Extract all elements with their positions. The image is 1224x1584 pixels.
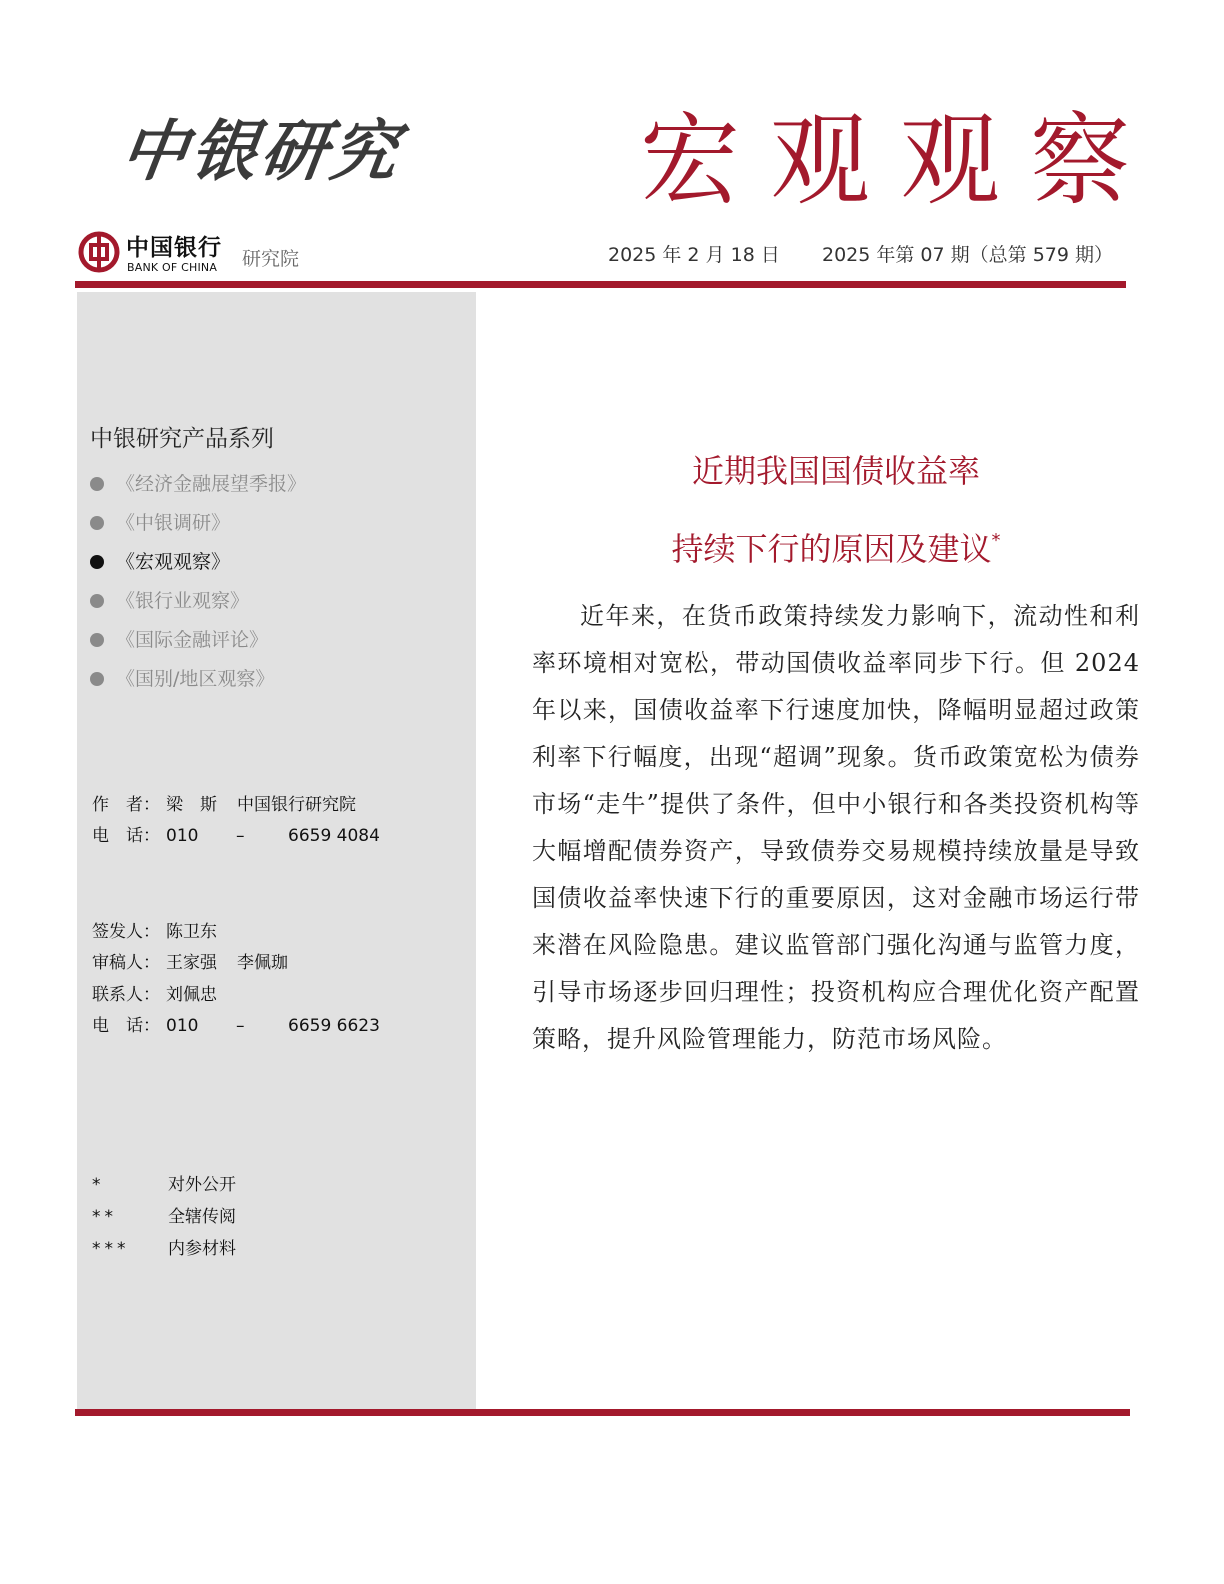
series-item-outlook	[90, 469, 306, 496]
bullet-icon	[90, 594, 104, 608]
confidentiality-label: 全辖传阅	[168, 1207, 236, 1227]
issuer-name: 陈卫东	[166, 922, 217, 942]
confidentiality-label: 对外公开	[168, 1175, 236, 1195]
bullet-icon	[90, 516, 104, 530]
institute-label: 研究院	[242, 248, 300, 270]
contact-label: 联系人：	[92, 985, 160, 1005]
bullet-icon	[90, 633, 104, 647]
bank-name-en: BANK OF CHINA	[127, 261, 218, 274]
contact-name: 刘佩忠	[166, 985, 217, 1005]
series-item-macro	[90, 547, 230, 574]
reviewer-name-1: 王家强	[166, 953, 217, 973]
confidentiality-restricted	[92, 1234, 236, 1259]
author-org: 中国银行研究院	[237, 795, 356, 815]
contact-row	[92, 980, 217, 1005]
phone-prefix: 010	[166, 826, 199, 846]
top-divider	[75, 281, 1126, 288]
issuer-label: 签发人：	[92, 922, 160, 942]
reviewer-row	[92, 948, 288, 973]
confidentiality-internal	[92, 1202, 236, 1227]
product-series-title: 中银研究产品系列	[90, 426, 274, 452]
confidentiality-stars: ***	[92, 1239, 130, 1259]
article-summary: 近年来，在货币政策持续发力影响下，流动性和利率环境相对宽松，带动国债收益率同步下行。但 2024 年以来，国债收益率下行速度加快，降幅明显超过政策利率下行幅度，出现“超调”现象。货币政策宽松为债券市场“走牛”提供了条件，但中小银行和各类投资机构等大幅增配债券资产，导致债券交易规模持续放量是导致国债收益率快速下行的重要原因，这对金融市场运行带来潜在风险隐患。建议监管部门强化沟通与监管力度，引导市场逐步回归理性；投资机构应合理优化资产配置策略，提升风险管理能力，防范市场风险。	[532, 602, 1140, 1053]
bank-of-china-logo-icon	[78, 231, 120, 273]
phone-number: 6659 4084	[288, 826, 380, 846]
report-series-title: 宏观观察	[640, 102, 1160, 219]
article-headline-line1: 近期我国国债收益率	[691, 452, 980, 490]
confidentiality-public	[92, 1170, 236, 1195]
series-item-banking	[90, 586, 249, 613]
bullet-icon	[90, 672, 104, 686]
calligraphy-logo: 中银研究	[115, 112, 407, 190]
series-item-label: 《国别/地区观察》	[116, 668, 275, 690]
phone-label: 电 话：	[92, 826, 160, 846]
author-label: 作 者：	[92, 795, 160, 815]
series-item-country	[90, 664, 274, 691]
phone-dash: –	[236, 1016, 245, 1036]
issue-number: 2025 年第 07 期（总第 579 期）	[822, 244, 1113, 266]
phone-number: 6659 6623	[288, 1016, 380, 1036]
issuer-row	[92, 917, 217, 942]
series-item-label: 《银行业观察》	[116, 590, 250, 612]
confidentiality-stars: *	[92, 1175, 105, 1195]
series-item-label: 《国际金融评论》	[116, 629, 269, 651]
series-item-research	[90, 508, 230, 535]
bullet-icon	[90, 477, 104, 491]
reviewer-label: 审稿人：	[92, 953, 160, 973]
author-row	[92, 790, 356, 815]
bullet-icon	[90, 555, 104, 569]
article-headline-line2	[532, 524, 1140, 570]
contact-phone-row	[92, 1011, 380, 1036]
phone-label: 电 话：	[92, 1016, 160, 1036]
phone-dash: –	[236, 826, 245, 846]
headline-footnote-mark: *	[991, 530, 1001, 551]
headline-line2-text: 持续下行的原因及建议	[671, 530, 992, 568]
author-phone-row	[92, 821, 380, 846]
bottom-divider	[75, 1409, 1130, 1416]
phone-prefix: 010	[166, 1016, 199, 1036]
confidentiality-label: 内参材料	[168, 1239, 236, 1259]
confidentiality-stars: **	[92, 1207, 117, 1227]
issue-date: 2025 年 2 月 18 日	[608, 244, 780, 266]
series-item-label: 《经济金融展望季报》	[116, 473, 307, 495]
series-item-label: 《宏观观察》	[116, 551, 231, 573]
series-item-intl-finance	[90, 625, 268, 652]
bank-name-cn: 中国银行	[126, 234, 222, 261]
author-name: 梁 斯	[166, 795, 217, 815]
reviewer-name-2: 李佩珈	[237, 953, 288, 973]
series-item-label: 《中银调研》	[116, 512, 231, 534]
